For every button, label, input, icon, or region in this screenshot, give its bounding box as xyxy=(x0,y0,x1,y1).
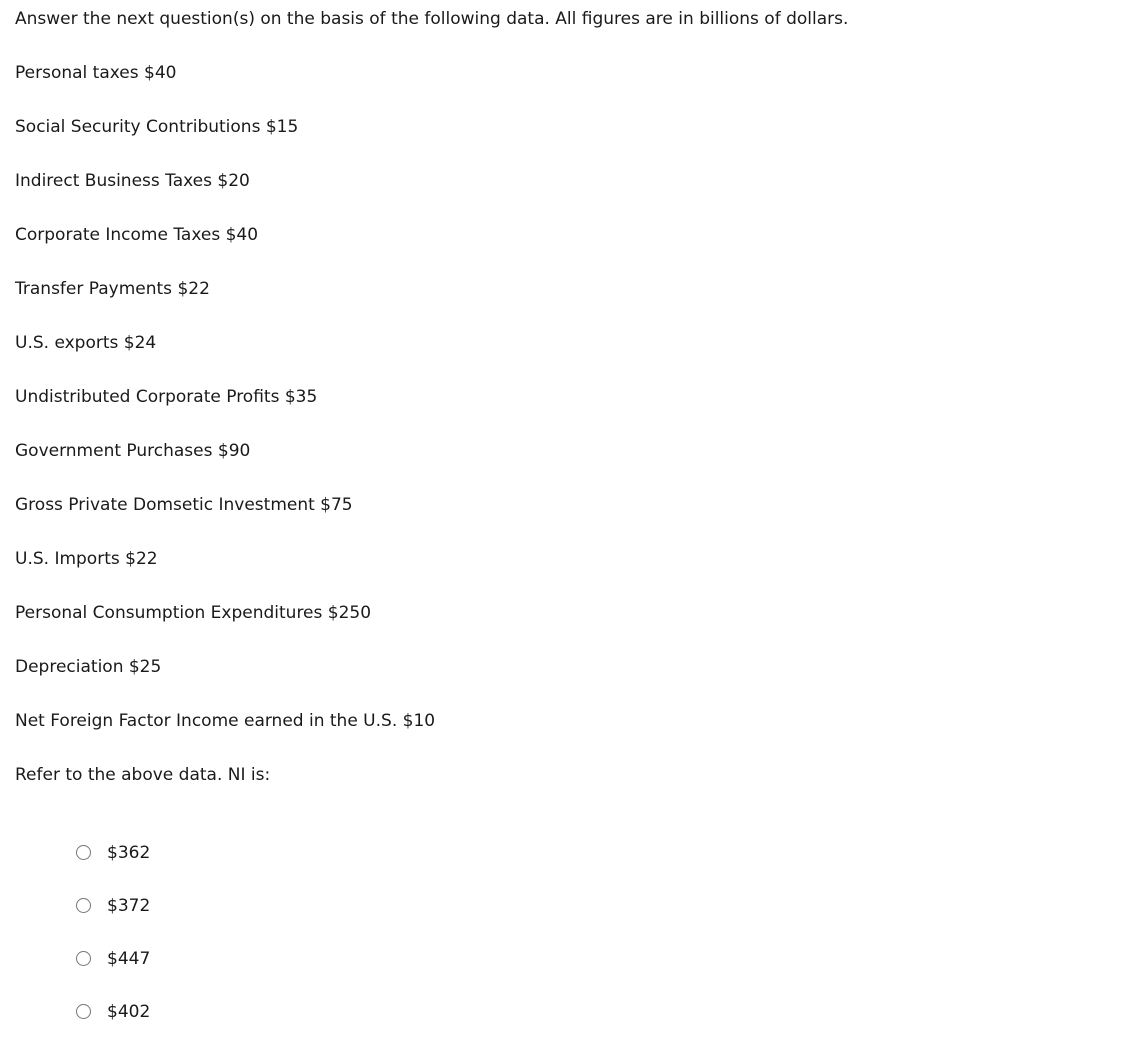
data-item-depreciation: Depreciation $25 xyxy=(15,657,162,677)
data-item-government-purchases: Government Purchases $90 xyxy=(15,441,251,461)
answer-option-c[interactable] xyxy=(76,948,150,1001)
answer-option-a-label[interactable]: $362 xyxy=(107,843,151,863)
answer-option-a[interactable] xyxy=(76,842,150,895)
answer-option-c-radio[interactable] xyxy=(76,951,91,966)
data-item-transfer-payments: Transfer Payments $22 xyxy=(15,279,210,299)
question-prompt: Refer to the above data. NI is: xyxy=(15,765,271,785)
answer-option-b-label[interactable]: $372 xyxy=(107,896,151,916)
data-item-undistributed-profits: Undistributed Corporate Profits $35 xyxy=(15,387,318,407)
data-item-indirect-business-taxes: Indirect Business Taxes $20 xyxy=(15,171,250,191)
data-list xyxy=(15,62,435,764)
data-item-net-foreign-factor-income: Net Foreign Factor Income earned in the U.S. $10 xyxy=(15,711,436,731)
answer-option-d-label[interactable]: $402 xyxy=(107,1002,151,1022)
data-item-consumption: Personal Consumption Expenditures $250 xyxy=(15,603,372,623)
answer-options xyxy=(76,842,150,1054)
data-item-us-imports: U.S. Imports $22 xyxy=(15,549,158,569)
answer-option-d[interactable] xyxy=(76,1001,150,1054)
data-item-gross-investment: Gross Private Domsetic Investment $75 xyxy=(15,495,353,515)
answer-option-a-radio[interactable] xyxy=(76,845,91,860)
answer-option-b[interactable] xyxy=(76,895,150,948)
answer-option-d-radio[interactable] xyxy=(76,1004,91,1019)
data-item-social-security: Social Security Contributions $15 xyxy=(15,117,299,137)
question-intro: Answer the next question(s) on the basis of the following data. All figures are in billions of dollars. xyxy=(15,9,849,29)
data-item-personal-taxes: Personal taxes $40 xyxy=(15,63,177,83)
data-item-corporate-income-taxes: Corporate Income Taxes $40 xyxy=(15,225,259,245)
answer-option-b-radio[interactable] xyxy=(76,898,91,913)
answer-option-c-label[interactable]: $447 xyxy=(107,949,151,969)
data-item-us-exports: U.S. exports $24 xyxy=(15,333,157,353)
